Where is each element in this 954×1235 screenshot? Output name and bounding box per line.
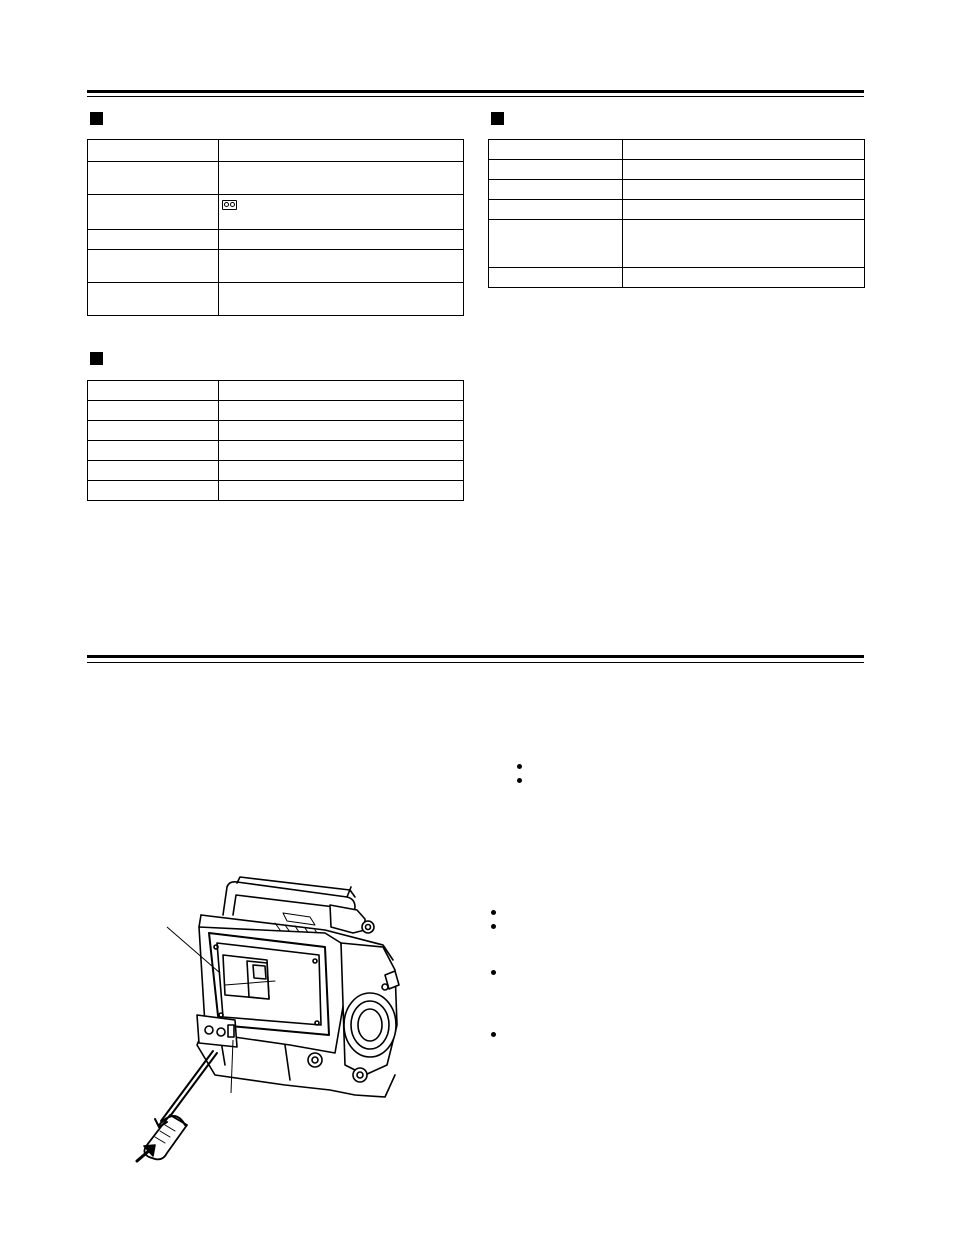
mid-rule-thick: [87, 655, 864, 658]
table-row: [88, 195, 464, 230]
spec-table-top-left: [87, 139, 464, 316]
table-row: [489, 180, 865, 200]
section-marker-icon: [90, 112, 103, 125]
table-row: [88, 381, 464, 401]
table-row: [88, 461, 464, 481]
table-row: [88, 250, 464, 283]
table-row: [88, 140, 464, 162]
spec-table-top-right: [488, 139, 865, 288]
table-row: [88, 401, 464, 421]
bullet-dot-icon: [491, 924, 496, 929]
bullet-dot-icon: [517, 778, 522, 783]
table-row: [88, 283, 464, 316]
bullet-dot-icon: [491, 1032, 496, 1037]
table-row: [489, 220, 865, 268]
table-row: [88, 441, 464, 461]
top-rule-thick: [87, 90, 864, 93]
table-row: [489, 268, 865, 288]
bullet-dot-icon: [491, 910, 496, 915]
table-row: [489, 140, 865, 160]
section-marker-icon: [90, 352, 103, 365]
table-row: [489, 200, 865, 220]
camera-screwdriver-illustration: [125, 875, 410, 1165]
table-row: [88, 230, 464, 250]
section-marker-icon: [491, 112, 504, 125]
bullet-dot-icon: [491, 970, 496, 975]
table-row: [88, 162, 464, 195]
spec-table-mid-left: [87, 380, 464, 501]
top-rule-thin: [87, 96, 864, 97]
cassette-tape-icon: [222, 200, 237, 210]
mid-rule-thin: [87, 662, 864, 663]
table-row: [88, 421, 464, 441]
table-row: [88, 481, 464, 501]
bullet-dot-icon: [517, 764, 522, 769]
table-row: [489, 160, 865, 180]
